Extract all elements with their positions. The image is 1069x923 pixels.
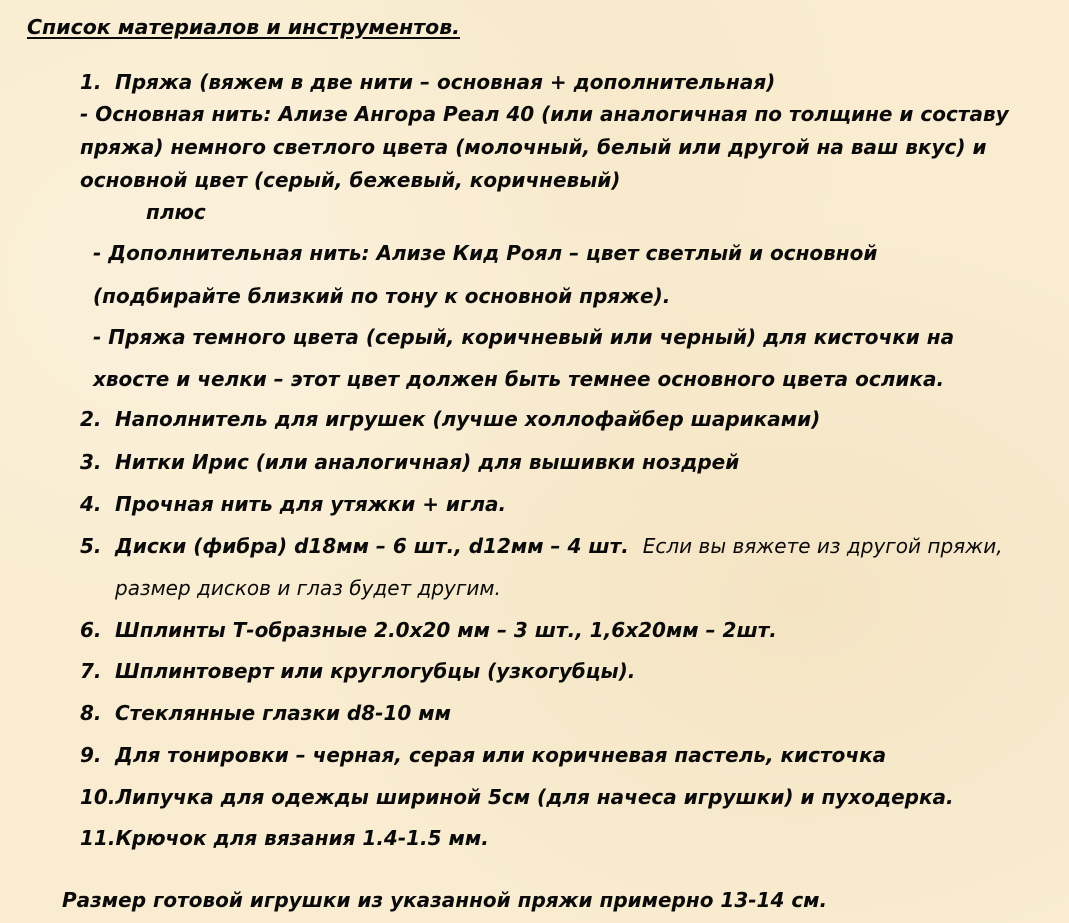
- list-item-9: [80, 743, 886, 767]
- item-number: 2.: [80, 407, 102, 431]
- list-item-3: [80, 450, 739, 474]
- list-item-7: [80, 659, 635, 683]
- list-item-2: [80, 407, 820, 431]
- item-text: Наполнитель для игрушек (лучше холлофайбер шариками): [115, 407, 821, 431]
- item-text: Шплинты Т-образные 2.0х20 мм – 3 шт., 1,6х20мм – 2шт.: [115, 618, 777, 642]
- item-text: Нитки Ирис (или аналогичная) для вышивки ноздрей: [115, 450, 740, 474]
- document-heading: Список материалов и инструментов.: [27, 15, 460, 39]
- list-item-5: [80, 534, 1003, 558]
- item-number: 10.: [80, 785, 116, 809]
- dark-yarn-line-2: хвосте и челки – этот цвет должен быть темнее основного цвета ослика.: [93, 367, 945, 391]
- item-text: Диски (фибра) d18мм – 6 шт., d12мм – 4 шт.: [115, 534, 629, 558]
- list-item-8: [80, 701, 451, 725]
- item-number: 7.: [80, 659, 102, 683]
- item-text: Стеклянные глазки d8-10 мм: [115, 701, 451, 725]
- item-number: 9.: [80, 743, 102, 767]
- item-number: 11.: [80, 826, 116, 850]
- main-thread-line-2: пряжа) немного светлого цвета (молочный, белый или другой на ваш вкус) и: [80, 135, 987, 159]
- list-item-1: [80, 70, 775, 94]
- item-number: 1.: [80, 70, 102, 94]
- item-number: 6.: [80, 618, 102, 642]
- item-number: 3.: [80, 450, 102, 474]
- item-number: 4.: [80, 492, 102, 516]
- item-text: Для тонировки – черная, серая или коричневая пастель, кисточка: [115, 743, 887, 767]
- item-text: Прочная нить для утяжки + игла.: [115, 492, 507, 516]
- list-item-6: [80, 618, 777, 642]
- extra-thread-line-2: (подбирайте близкий по тону к основной пряже).: [93, 284, 671, 308]
- toy-size-note: Размер готовой игрушки из указанной пряжи примерно 13-14 см.: [62, 888, 828, 912]
- list-item-11: [80, 826, 489, 850]
- dark-yarn-line-1: - Пряжа темного цвета (серый, коричневый или черный) для кисточки на: [93, 325, 955, 349]
- extra-thread-line-1: - Дополнительная нить: Ализе Кид Роял – цвет светлый и основной: [93, 241, 878, 265]
- list-item-10: [80, 785, 954, 809]
- plus-label: плюс: [146, 200, 206, 224]
- item-number: 5.: [80, 534, 102, 558]
- item-text: Липучка для одежды шириной 5см (для начеса игрушки) и пуходерка.: [115, 785, 954, 809]
- list-item-4: [80, 492, 506, 516]
- main-thread-line-1: - Основная нить: Ализе Ангора Реал 40 (или аналогичная по толщине и составу: [80, 102, 1009, 126]
- item-number: 8.: [80, 701, 102, 725]
- item-note: Если вы вяжете из другой пряжи,: [642, 534, 1003, 558]
- main-thread-line-3: основной цвет (серый, бежевый, коричневый): [80, 168, 621, 192]
- item-text: Шплинтоверт или круглогубцы (узкогубцы).: [115, 659, 636, 683]
- item-text: Пряжа (вяжем в две нити – основная + дополнительная): [115, 70, 776, 94]
- item-note-line-2: размер дисков и глаз будет другим.: [115, 576, 501, 600]
- item-text: Крючок для вязания 1.4-1.5 мм.: [115, 826, 489, 850]
